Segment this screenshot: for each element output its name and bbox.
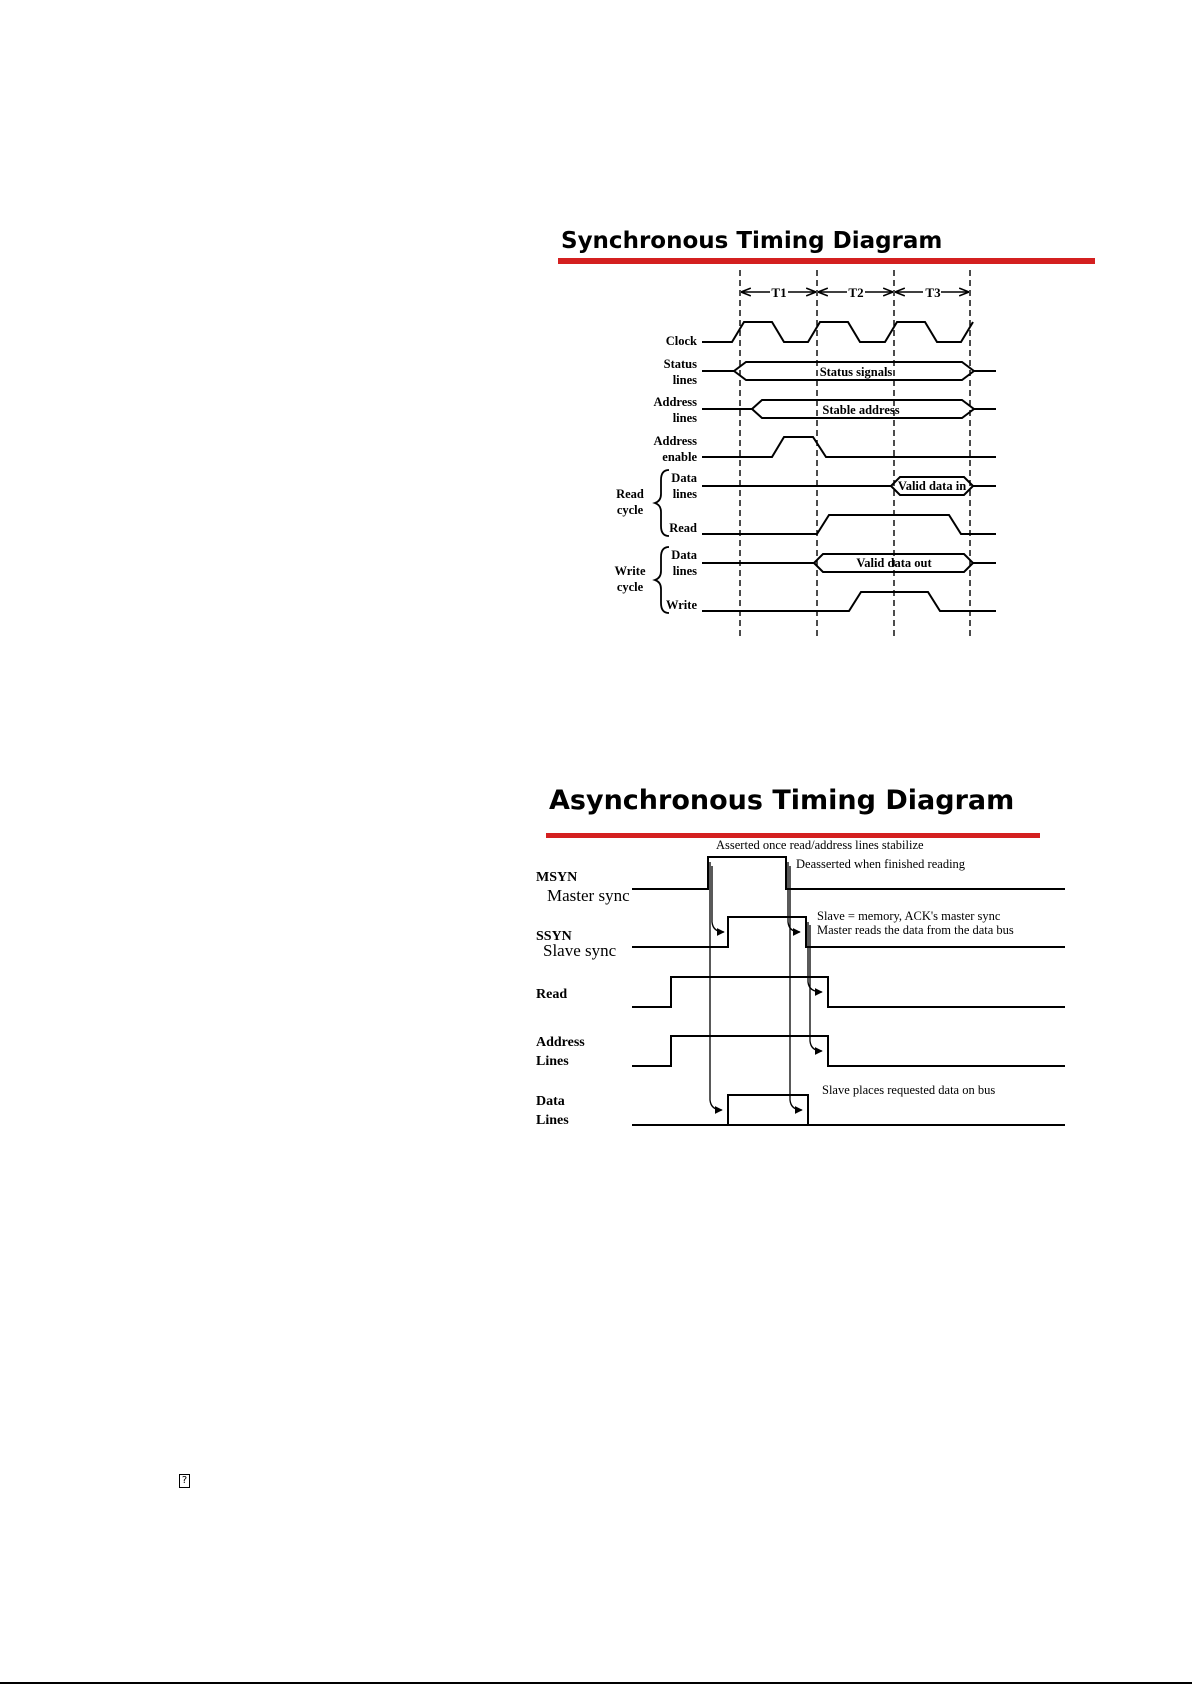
label-clock: Clock xyxy=(665,334,697,348)
label-async-address-1: Address xyxy=(536,1035,585,1050)
label-msyn: MSYN xyxy=(536,870,578,885)
label-ssyn: SSYN xyxy=(536,929,572,944)
label-write-data-2: lines xyxy=(672,564,697,578)
group-read-2: cycle xyxy=(616,503,644,517)
label-status-1: Status xyxy=(663,357,697,371)
label-write: Write xyxy=(665,598,697,612)
note-asserted: Asserted once read/address lines stabilize xyxy=(716,838,924,852)
label-read-data-1: Data xyxy=(671,471,697,485)
causality-arrows xyxy=(710,862,822,1110)
label-read-data-2: lines xyxy=(672,487,697,501)
period-label-t2: T2 xyxy=(848,285,864,300)
label-master-sync: Master sync xyxy=(547,886,630,905)
label-slave-sync: Slave sync xyxy=(543,941,617,960)
broken-image-icon: ? xyxy=(179,1474,190,1488)
address-lines-waveform-async xyxy=(632,1036,1065,1066)
read-waveform-async xyxy=(632,977,1065,1007)
note-master-reads: Master reads the data from the data bus xyxy=(817,923,1014,937)
label-enable-1: Address xyxy=(653,434,697,448)
bus-label-data-in: Valid data in xyxy=(897,479,967,493)
label-address-2: lines xyxy=(672,411,697,425)
label-async-data-2: Lines xyxy=(536,1113,569,1128)
page-bottom-rule xyxy=(0,1682,1192,1684)
label-address-1: Address xyxy=(653,395,697,409)
note-deasserted: Deasserted when finished reading xyxy=(796,857,966,871)
group-read-1: Read xyxy=(616,487,644,501)
sync-title: Synchronous Timing Diagram xyxy=(561,228,943,254)
bus-label-address: Stable address xyxy=(822,403,900,417)
period-label-t3: T3 xyxy=(925,285,941,300)
group-write-2: cycle xyxy=(616,580,644,594)
label-async-data-1: Data xyxy=(536,1094,565,1109)
note-slave-ack: Slave = memory, ACK's master sync xyxy=(817,909,1001,923)
label-enable-2: enable xyxy=(662,450,697,464)
label-read: Read xyxy=(669,521,697,535)
period-label-t1: T1 xyxy=(771,285,787,300)
group-write-1: Write xyxy=(614,564,646,578)
label-status-2: lines xyxy=(672,373,697,387)
label-async-read: Read xyxy=(536,987,568,1002)
bus-label-data-out: Valid data out xyxy=(856,556,932,570)
label-async-address-2: Lines xyxy=(536,1054,569,1069)
data-lines-waveform-async xyxy=(632,1095,1065,1125)
bus-label-status: Status signals xyxy=(819,365,893,379)
note-slave-places: Slave places requested data on bus xyxy=(822,1083,996,1097)
async-title: Asynchronous Timing Diagram xyxy=(549,785,1015,816)
label-write-data-1: Data xyxy=(671,548,697,562)
